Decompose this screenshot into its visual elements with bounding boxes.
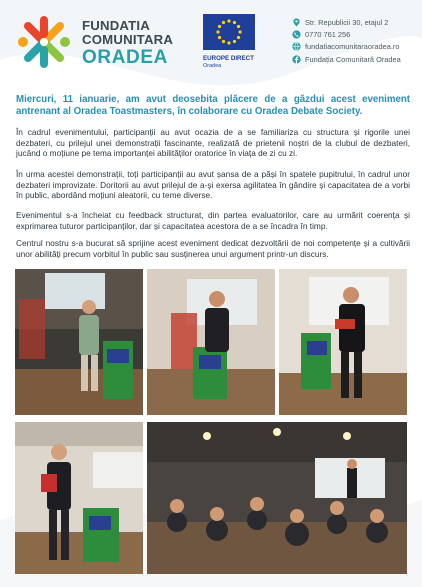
contact-facebook[interactable] <box>292 53 401 65</box>
event-photo-4 <box>15 422 143 574</box>
org-name-line2: COMUNITARA <box>82 31 174 47</box>
event-photo-3 <box>279 269 407 415</box>
organization-name <box>82 19 173 68</box>
eu-flag-icon <box>203 14 255 50</box>
eu-sublabel: Oradea <box>203 63 222 69</box>
article-headline: Miercuri, 11 ianuarie, am avut deosebita plăcere de a găzdui acest eveniment antrenant al Oradea Toastmasters, în colaborare cu Oradea Debate Society. <box>16 94 410 118</box>
foundation-logo-icon <box>14 12 74 72</box>
event-photo-5 <box>147 422 407 574</box>
contact-address <box>292 16 401 28</box>
event-photo-2 <box>147 269 275 415</box>
europe-direct-logo <box>203 14 261 69</box>
org-name-line3: ORADEA <box>82 46 168 68</box>
globe-icon <box>292 42 301 51</box>
event-photo-1 <box>15 269 143 415</box>
address-text: Str. Republicii 30, etajul 2 <box>305 17 389 27</box>
email-text: fundatiacomunitaraoradea.ro <box>305 42 400 52</box>
org-name-line1: FUNDATIA <box>82 18 151 33</box>
phone-icon <box>292 30 301 39</box>
facebook-text: Fundația Comunitară Oradea <box>305 54 401 64</box>
facebook-icon <box>292 55 301 64</box>
article-paragraph-2: În urma acestei demonstrații, toți participanții au avut șansa de a păși în spatele pupitrului, în cadrul unor dezbateri improvizate. Doritorii au avut prilejul de a-și exersa agilitatea în gândire și capacitatea de a vorbi în public, abordând moțiuni aleatorii, cu teme diverse. <box>16 169 410 201</box>
article-paragraph-4: Centrul nostru s-a bucurat să sprijine acest eveniment dedicat dezvoltării de noi competențe și a cultivării unor abilități precum vorbitul în public sau susținerea unui argument printr-un discurs. <box>16 238 410 259</box>
contact-info <box>292 16 401 65</box>
contact-website[interactable] <box>292 41 401 53</box>
eu-label: EUROPE DIRECT <box>203 55 254 62</box>
contact-phone[interactable] <box>292 28 401 40</box>
article-paragraph-1: În cadrul evenimentului, participanții au avut ocazia de a se familiariza cu structura și rigorile unei dezbateri, cu prilejul unei demonstrații fascinante, realizată de prietenii noștri de la clubul de dezbateri, jucând o moțiune pe tema importanței abilităților oratorice în viața de zi cu zi. <box>16 127 410 159</box>
phone-text: 0770 761 256 <box>305 29 351 39</box>
location-pin-icon <box>292 18 301 27</box>
article-paragraph-3: Evenimentul s-a încheiat cu feedback structurat, din partea evaluatorilor, care au urmărit coerența și exprimarea tuturor participanților, dar și capacitatea acestora de a se încadra în timp. <box>16 210 410 231</box>
